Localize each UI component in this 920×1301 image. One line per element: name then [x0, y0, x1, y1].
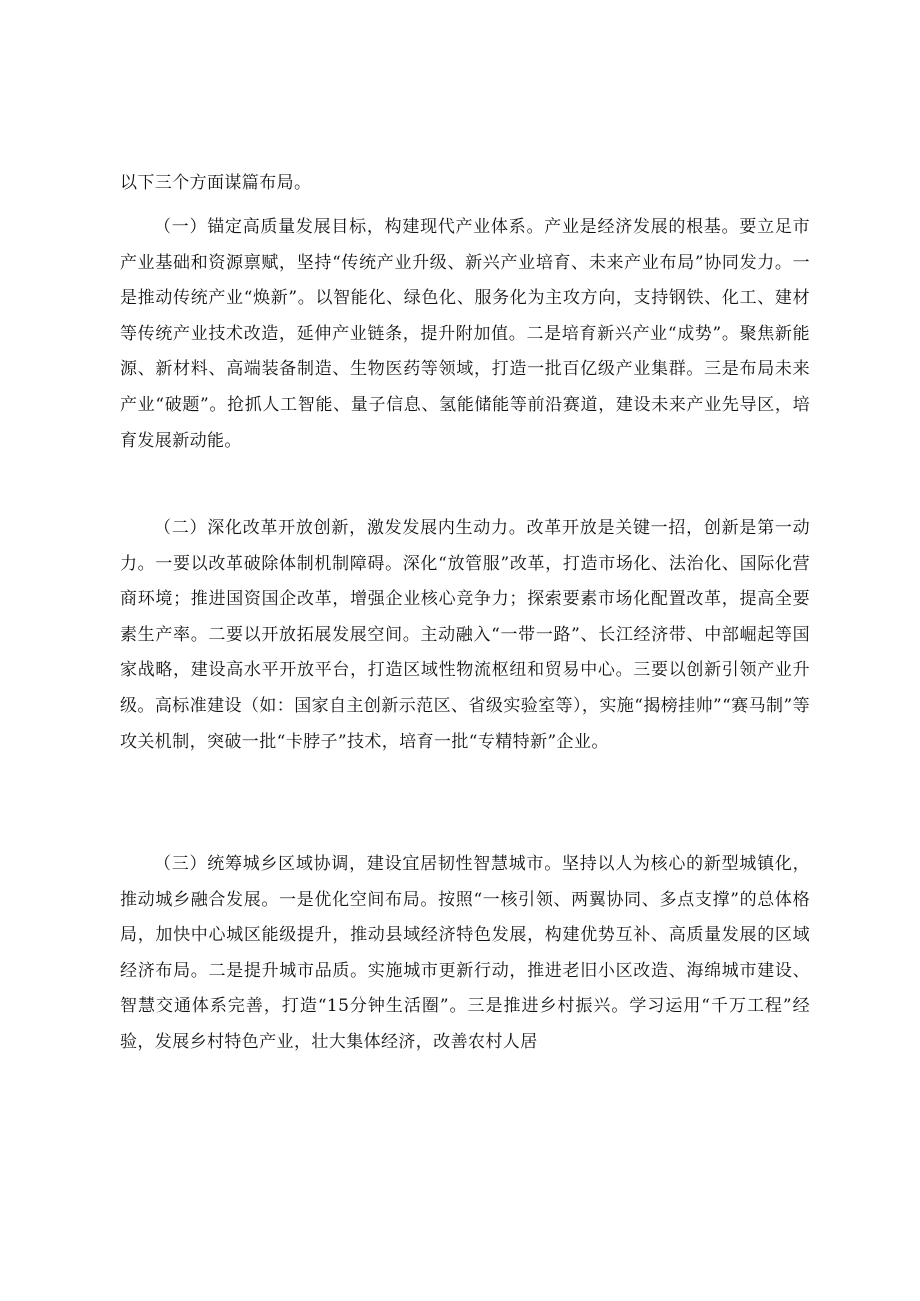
paragraph-industrial-system: （一）锚定高质量发展目标，构建现代产业体系。产业是经济发展的根基。要立足市产业基础和资源禀赋，坚持“传统产业升级、新兴产业培育、未来产业布局”协同发力。一是推动传统产业“焕新”。以智能化、绿色化、服务化为主攻方向，支持钢铁、化工、建材等传统产业技术改造，延伸产业链条，提升附加值。二是培育新兴产业“成势”。聚焦新能源、新材料、高端装备制造、生物医药等领域，打造一批百亿级产业集群。三是布局未来产业“破题”。抢抓人工智能、量子信息、氢能储能等前沿赛道，建设未来产业先导区，培育发展新动能。: [120, 217, 810, 451]
paragraph-urban-rural: （三）统筹城乡区域协调，建设宜居韧性智慧城市。坚持以人为核心的新型城镇化，推动城乡融合发展。一是优化空间布局。按照“一核引领、两翼协同、多点支撑”的总体格局，加快中心城区能级提升，推动县域经济特色发展，构建优势互补、高质量发展的区域经济布局。二是提升城市品质。实施城市更新行动，推进老旧小区改造、海绵城市建设、智慧交通体系完善，打造“15分钟生活圈”。三是推进乡村振兴。学习运用“千万工程”经验，发展乡村特色产业，壮大集体经济，改善农村人居: [120, 854, 810, 1052]
paragraph-reform-opening: （二）深化改革开放创新，激发发展内生动力。改革开放是关键一招，创新是第一动力。一要以改革破除体制机制障碍。深化“放管服”改革，打造市场化、法治化、国际化营商环境；推进国资国企改革，增强企业核心竞争力；探索要素市场化配置改革，提高全要素生产率。二要以开放拓展发展空间。主动融入“一带一路”、长江经济带、中部崛起等国家战略，建设高水平开放平台，打造区域性物流枢纽和贸易中心。三要以创新引领产业升级。高标准建设（如：国家自主创新示范区、省级实验室等），实施“揭榜挂帅”“赛马制”等攻关机制，突破一批“卡脖子”技术，培育一批“专精特新”企业。: [120, 518, 810, 752]
opening-line: 以下三个方面谋篇布局。: [120, 173, 312, 193]
